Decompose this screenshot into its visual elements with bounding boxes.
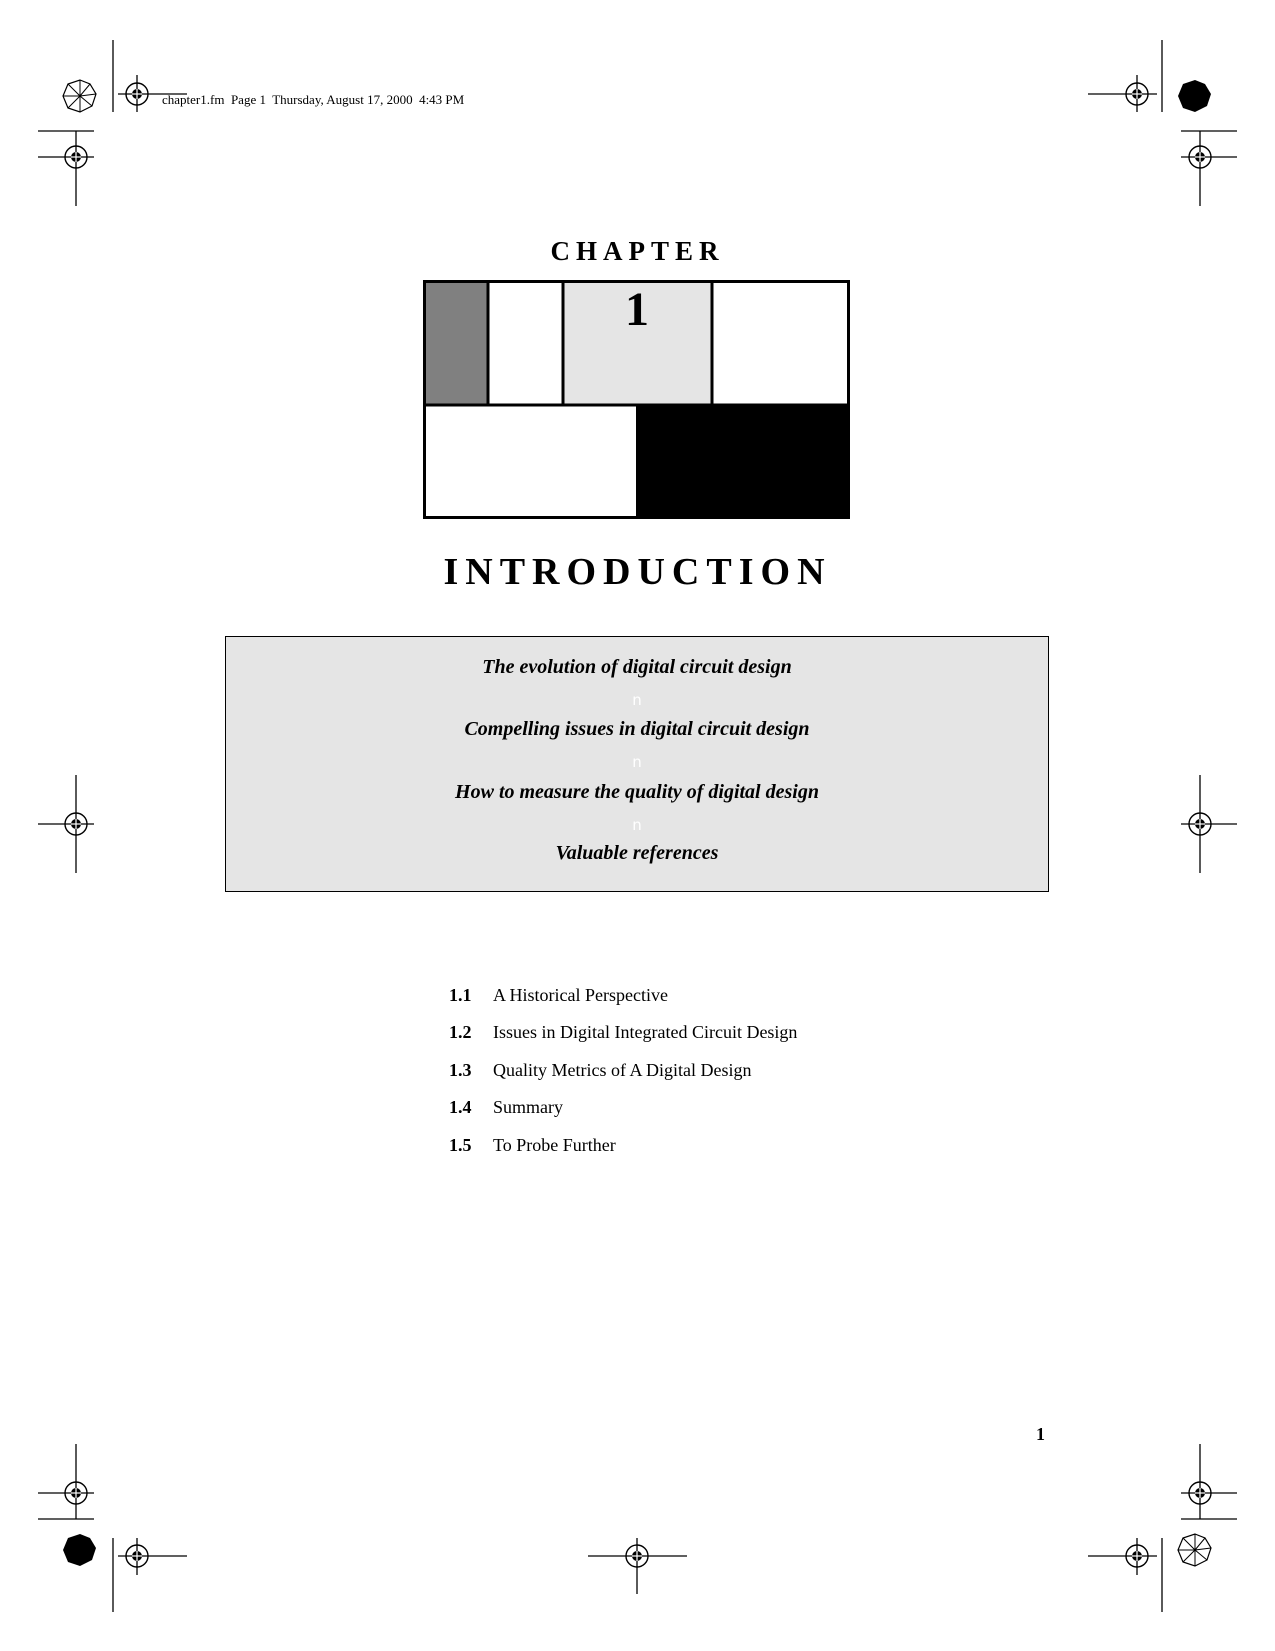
toc-number: 1.5 <box>449 1135 472 1155</box>
topic-separator: n <box>632 691 642 709</box>
toc-title: A Historical Perspective <box>493 985 668 1005</box>
crop-mark-top-left <box>38 40 187 206</box>
toc-number: 1.4 <box>449 1097 472 1117</box>
toc-number: 1.1 <box>449 985 472 1005</box>
toc-number: 1.3 <box>449 1060 472 1080</box>
toc-title: Quality Metrics of A Digital Design <box>493 1060 752 1080</box>
topic-separator: n <box>632 753 642 771</box>
toc-title: Issues in Digital Integrated Circuit Design <box>493 1022 798 1042</box>
solid-target-icon <box>63 1534 96 1566</box>
topic-separator: n <box>632 816 642 834</box>
crop-mark-bottom-center <box>588 1538 687 1594</box>
topic-item: Valuable references <box>555 842 719 864</box>
crop-mark-bottom-right <box>1088 1444 1237 1612</box>
toc-number: 1.2 <box>449 1022 472 1042</box>
chapter-label: CHAPTER <box>550 236 725 266</box>
crop-mark-middle-left <box>38 775 94 873</box>
dark-block <box>636 405 848 517</box>
star-target-icon <box>63 80 96 112</box>
crop-mark-bottom-left <box>38 1444 187 1612</box>
gray-block <box>426 283 488 406</box>
page-number: 1 <box>1036 1424 1045 1444</box>
chapter-number: 1 <box>625 283 649 336</box>
solid-target-icon <box>1178 80 1211 112</box>
toc-title: To Probe Further <box>493 1135 616 1155</box>
chapter-title: INTRODUCTION <box>443 551 832 593</box>
topic-item: Compelling issues in digital circuit design <box>464 718 810 740</box>
toc-title: Summary <box>493 1097 563 1117</box>
crop-mark-top-right <box>1088 40 1237 206</box>
file-info-header: chapter1.fm Page 1 Thursday, August 17, 2000 4:43 PM <box>162 92 465 107</box>
chapter-topics-box <box>225 636 1049 892</box>
topic-item: The evolution of digital circuit design <box>482 656 792 678</box>
topic-item: How to measure the quality of digital design <box>455 781 819 803</box>
star-target-icon <box>1178 1534 1211 1566</box>
